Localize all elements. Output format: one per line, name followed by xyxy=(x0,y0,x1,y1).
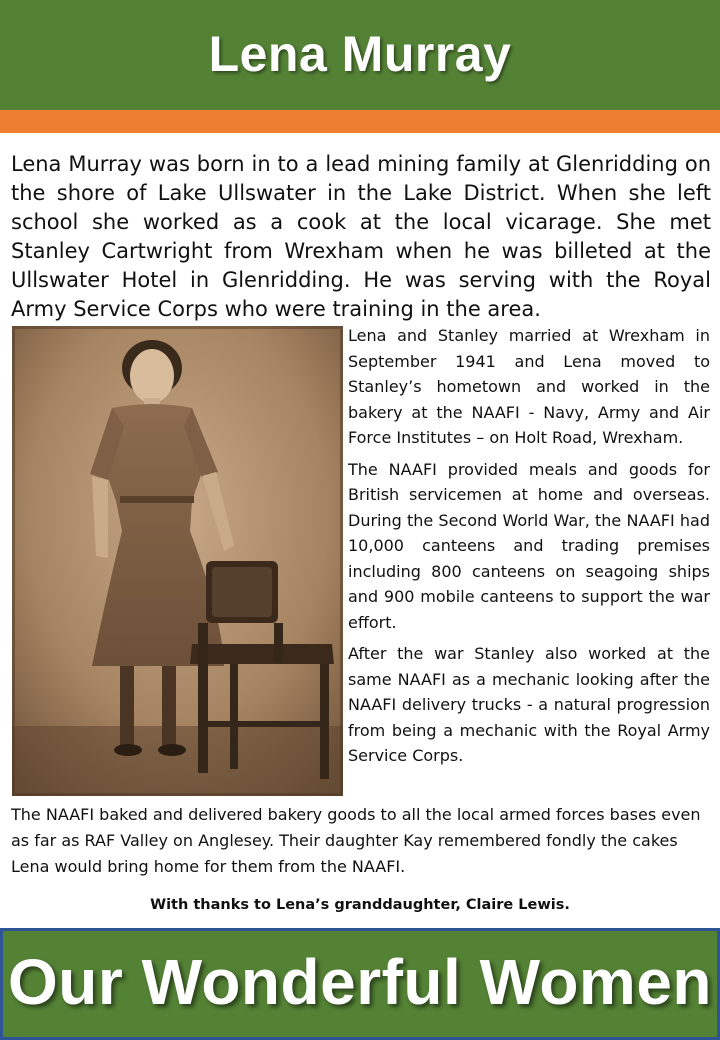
paragraph-naafi: The NAAFI provided meals and goods for British servicemen at home and overseas. During the Second World War, the NAAFI had 10,000 canteens and trading premises including 800 canteens on seagoing ships and 900 mobile canteens to support the war effort. xyxy=(348,459,710,632)
intro-paragraph: Lena Murray was born in to a lead mining family at Glenridding on the shore of Lake Ullswater in the Lake District. When she left school she worked as a cook at the local vicarage. She met Stanley Cartwright from Wrexham when he was billeted at the Ullswater Hotel in Glenridding. He was serving with the Royal Army Service Corps who were training in the area. xyxy=(11,152,711,321)
accent-bar xyxy=(0,110,720,133)
footer-band xyxy=(0,928,720,1040)
closing-paragraph: The NAAFI baked and delivered bakery goods to all the local armed forces bases even as far as RAF Valley on Anglesey. Their daughter Kay remembered fondly the cakes Lena would bring home for them from the NAAFI. xyxy=(11,805,701,876)
portrait-photo xyxy=(12,326,343,796)
paragraph-marriage: Lena and Stanley married at Wrexham in September 1941 and Lena moved to Stanley’s hometown and worked in the bakery at the NAAFI - Navy, Army and Air Force Institutes – on Holt Road, Wrexham. xyxy=(348,326,710,447)
body-text-column xyxy=(348,323,710,775)
header-band xyxy=(0,0,720,110)
page-title: Lena Murray xyxy=(208,26,512,82)
footer-title: Our Wonderful Women xyxy=(8,946,712,1018)
paragraph-after-war: After the war Stanley also worked at the same NAAFI as a mechanic looking after the NAAFI delivery trucks - a natural progression from being a mechanic with the Royal Army Service Corps. xyxy=(348,644,710,765)
acknowledgement: With thanks to Lena’s granddaughter, Claire Lewis. xyxy=(150,897,570,913)
